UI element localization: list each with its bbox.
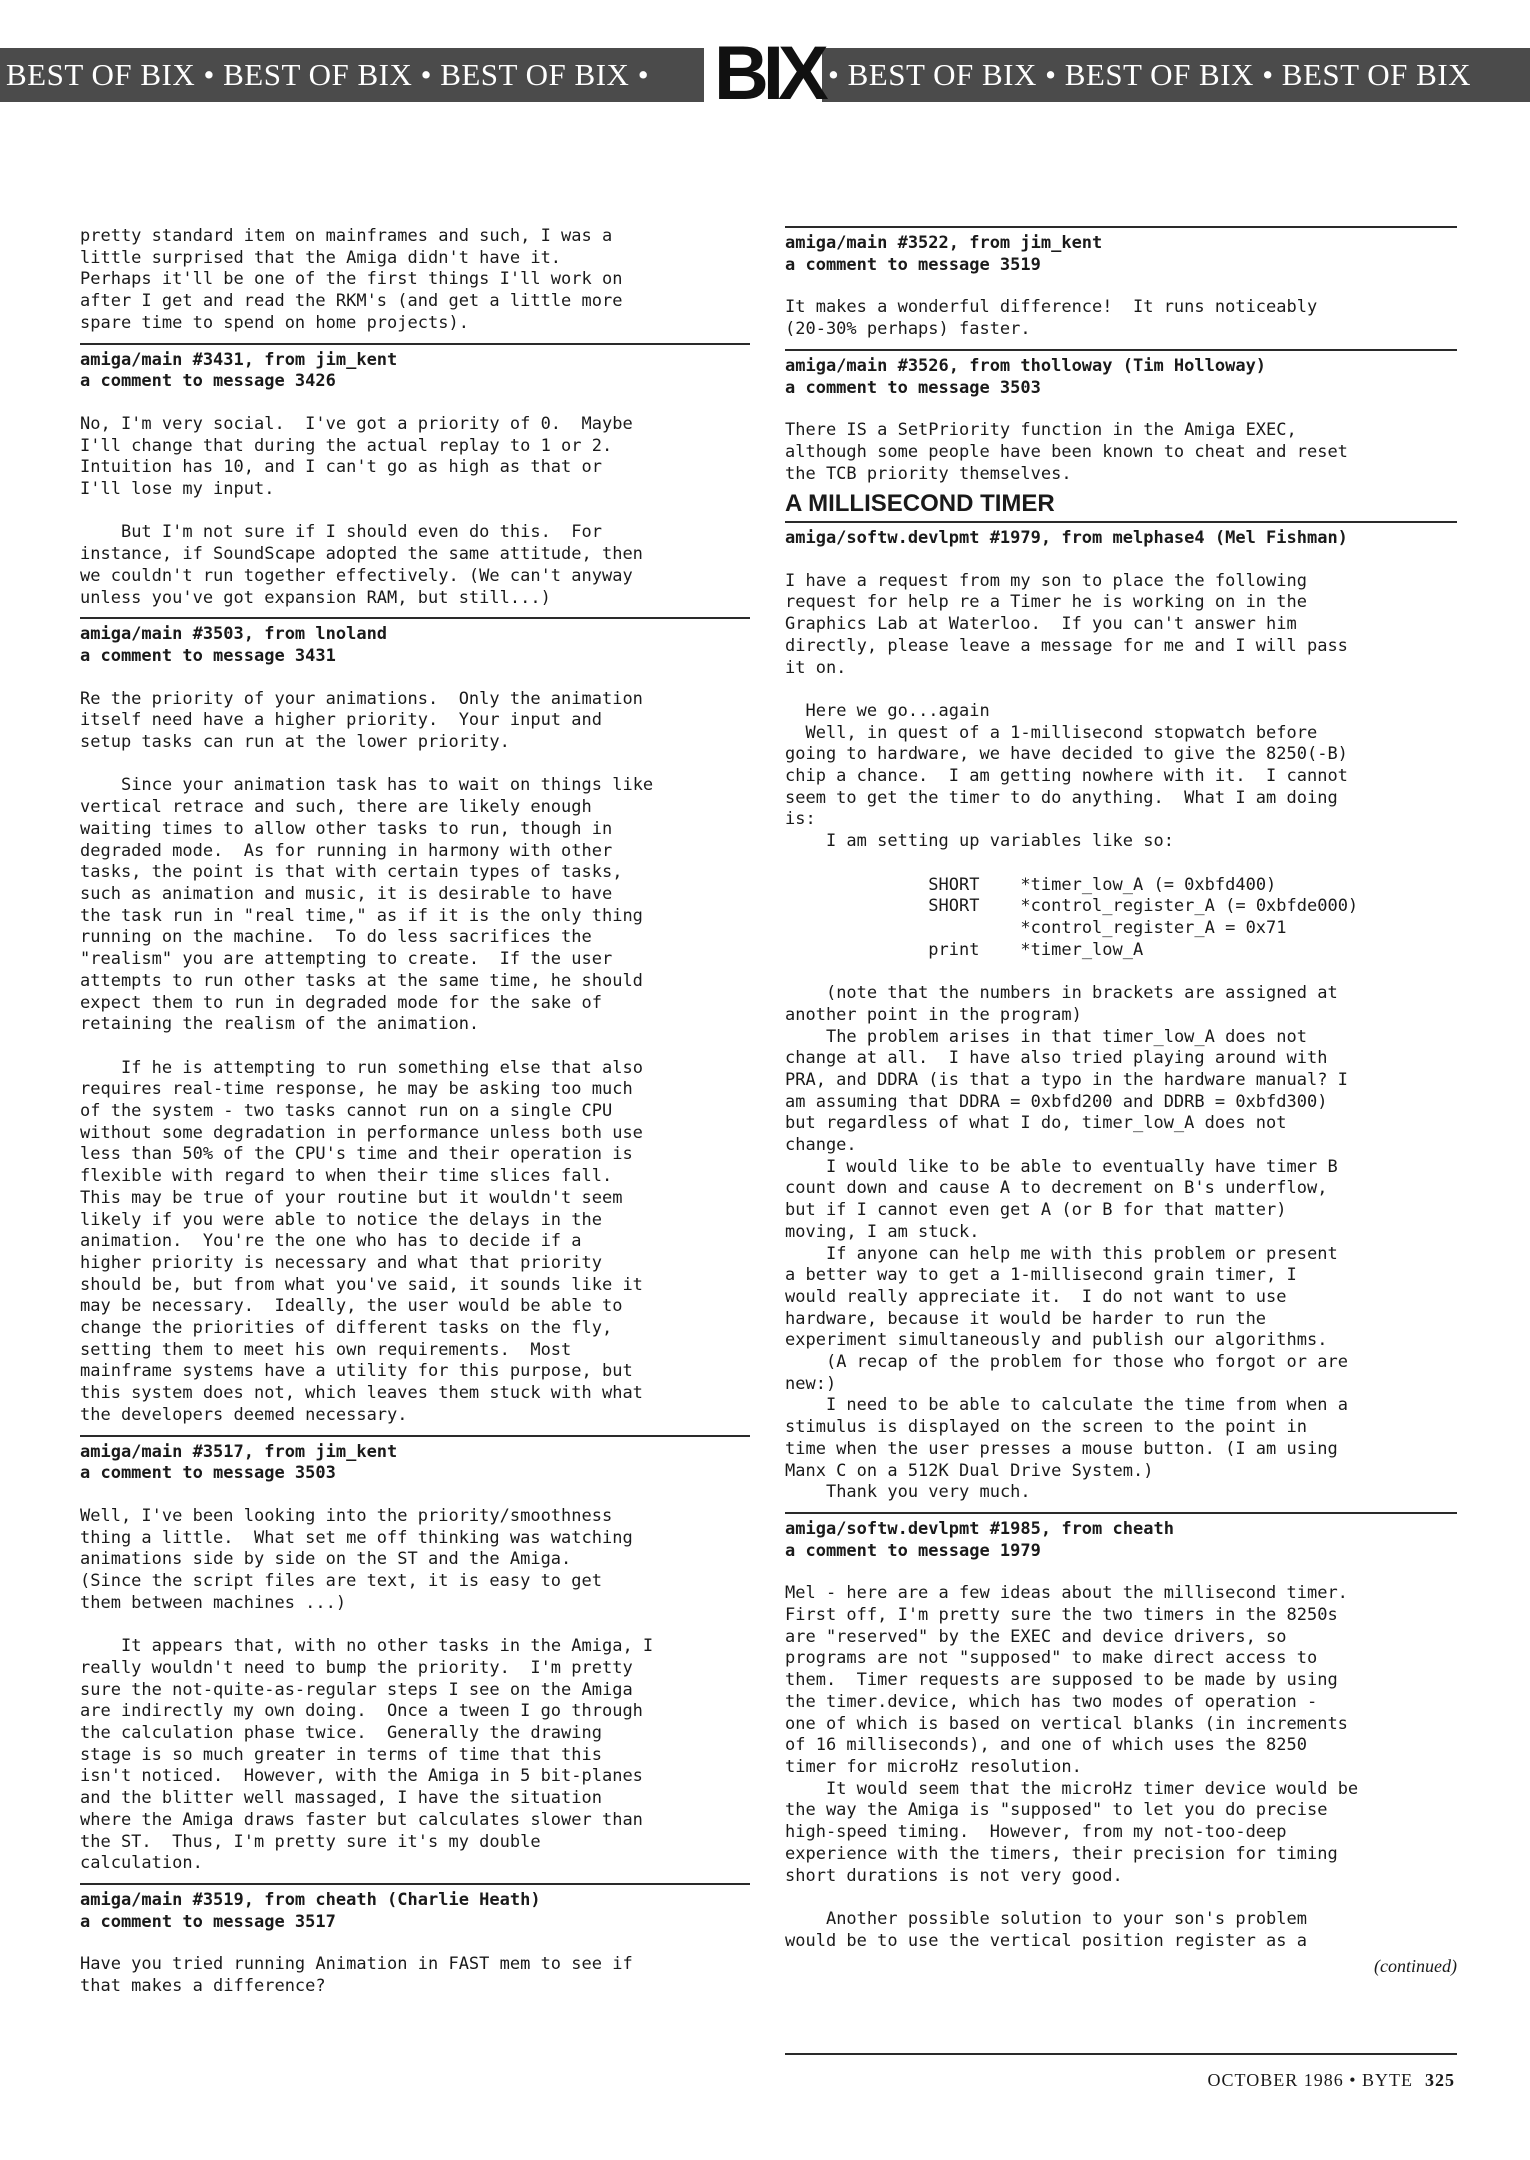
message-3522 [785, 226, 1457, 341]
message-1985 [785, 1512, 1457, 1952]
message-header: amiga/main #3517, from jim_kent [80, 1441, 398, 1462]
message-header: amiga/main #3522, from jim_kent [785, 233, 1103, 253]
banner-right-text: • BEST OF BIX • BEST OF BIX • BEST OF BIX [828, 57, 1472, 92]
message-subheader: a comment to message 3426 [80, 371, 336, 392]
message-body: No, I'm very social. I've got a priority of 0. Maybe I'll change that during the actual replay to 1 or 2. Intuition has 10, and I can't go as high as that or I'll lose my input. But I'm not sure if I should even do this. For instance, if SoundScape adopted the same attitude, then we couldn't run together effectively. (We can't anyway unless you've got expansion RAM, but still...) [80, 413, 643, 608]
message-subheader: a comment to message 3431 [80, 645, 336, 666]
message-1979 [785, 521, 1457, 1504]
message-header: amiga/softw.devlpmt #1979, from melphase4 (Mel Fishman) [785, 528, 1348, 549]
message-body: Well, I've been looking into the priority/smoothness thing a little. What set me off thinking was watching animations side by side on the ST and the Amiga. (Since the script files are text, it is easy to get them between machines ...) It appears that, with no other tasks in the Amiga, I really wouldn't need to bump the priority. I'm pretty sure the not-quite-as-regular steps I see on the Amiga are indirectly my own doing. Once a tween I go through the calculation phase twice. Generally the drawing stage is so much greater in terms of time that this isn't noticed. However, with the Amiga in 5 bit-planes and the blitter well massaged, I have the situation where the Amiga draws faster but calculates slower than the ST. Thus, I'm pretty sure it's my double calculation. [80, 1505, 654, 1874]
section-title: A MILLISECOND TIMER [785, 490, 1055, 518]
banner-left-text: BEST OF BIX • BEST OF BIX • BEST OF BIX • [6, 57, 650, 92]
message-3526 [785, 349, 1457, 486]
message-subheader: a comment to message 3503 [785, 377, 1041, 398]
left-column [80, 226, 750, 1998]
bix-logo: BIX [714, 31, 823, 116]
message-body: There IS a SetPriority function in the Amiga EXEC, although some people have been known to cheat and reset the TCB priority themselves. [785, 420, 1348, 484]
issue-label: OCTOBER 1986 • BYTE [1207, 2070, 1413, 2090]
message-subheader: a comment to message 3503 [80, 1463, 336, 1484]
continued-note: (continued) [1374, 1956, 1457, 1977]
page-number: 325 [1425, 2070, 1455, 2090]
message-header: amiga/main #3519, from cheath (Charlie Heath) [80, 1889, 541, 1910]
intro-text: pretty standard item on mainframes and such, I was a little surprised that the Amiga didn't have it. Perhaps it'll be one of the first things I'll work on after I get and read the RKM's (and get a little more spare time to spend on home projects). [80, 226, 623, 333]
message-body: It makes a wonderful difference! It runs noticeably (20-30% perhaps) faster. [785, 297, 1318, 340]
message-body: Have you tried running Animation in FAST mem to see if that makes a difference? [80, 1954, 633, 1997]
message-subheader: a comment to message 3519 [785, 254, 1041, 275]
message-body: Mel - here are a few ideas about the millisecond timer. First off, I'm pretty sure the two timers in the 8250s are "reserved" by the EXEC and device drivers, so programs are not "supposed" to make direct access to them. Timer requests are supposed to be made by using the timer.device, which has two modes of operation - one of which is based on vertical blanks (in increments of 16 milliseconds), and one of which uses the 8250 timer for microHz resolution. It would seem that the microHz timer device would be the way the Amiga is "supposed" to let you do precise high-speed timing. However, from my not-too-deep experience with the timers, their precision for timing short durations is not very good. Another possible solution to your son's problem would be to use the vertical position register as a [785, 1583, 1359, 1951]
best-of-bix-banner [0, 31, 1530, 116]
right-column [785, 226, 1457, 1978]
message-header: amiga/softw.devlpmt #1985, from cheath [785, 1518, 1174, 1539]
message-3519 [80, 1883, 750, 1998]
message-body: I have a request from my son to place the following request for help re a Timer he is working on in the Graphics Lab at Waterloo. If you can't answer him directly, please leave a message for me and I will pass it on. Here we go...again Well, in quest of a 1-millisecond stopwatch before going to hardware, we have decided to give the 8250(-B) chip a chance. I am getting nowhere with it. I cannot seem to get the timer to do anything. What I am doing is: I am setting up variables like so: SHORT *timer_low_A (= 0xbfd400) SHORT *control_register_A (= 0xbfde000) *control_register_A = 0x71 print *timer_low_A (note that the numbers in brackets are assigned at another point in the program) The problem arises in that timer_low_A does not change at all. I have also tried playing around with PRA, and DDRA (is that a typo in the hardware manual? I am assuming that DDRA = 0xbfd200 and DDRB = 0xbfd300) but regardless of what I do, timer_low_A does not change. I would like to be able to eventually have timer B count down and cause A to decrement on B's underflow, but if I cannot even get A (or B for that matter) moving, I am stuck. If anyone can help me with this problem or present a better way to get a 1-millisecond grain timer, I would really appreciate it. I do not want to use hardware, because it would be harder to run the experiment simultaneously and publish our algorithms. (A recap of the problem for those who forgot or are new:) I need to be able to calculate the time from when a stimulus is displayed on the screen to the point in time when the user presses a mouse button. (I am using Manx C on a 512K Dual Drive System.) Thank you very much. [785, 570, 1359, 1503]
page-footer [1208, 2070, 1455, 2091]
footer-rule [785, 2053, 1457, 2055]
message-subheader: a comment to message 1979 [785, 1540, 1041, 1561]
message-header: amiga/main #3503, from lnoland [80, 624, 388, 645]
message-3431 [80, 343, 750, 610]
message-header: amiga/main #3431, from jim_kent [80, 349, 398, 370]
message-3517 [80, 1435, 750, 1875]
message-header: amiga/main #3526, from tholloway (Tim Holloway) [785, 355, 1267, 376]
message-3503 [80, 617, 750, 1426]
message-subheader: a comment to message 3517 [80, 1911, 336, 1932]
message-body: Re the priority of your animations. Only the animation itself need have a higher priority. Your input and setup tasks can run at the lower priority. Since your animation task has to wait on things like vertical retrace and such, there are likely enough waiting times to allow other tasks to run, though in degraded mode. As for running in harmony with other tasks, the point is that with certain types of tasks, such as animation and music, it is desirable to have the task run in "real time," as if it is the only thing running on the machine. To do less sacrifices the "realism" you are attempting to create. If the user attempts to run other tasks at the same time, he should expect them to run in degraded mode for the sake of retaining the realism of the animation. If he is attempting to run something else that also requires real-time response, he may be asking too much of the system - two tasks cannot run on a single CPU without some degradation in performance unless both use less than 50% of the CPU's time and their operation is flexible with regard to when their time slices fall. This may be true of your routine but it wouldn't seem likely if you were able to notice the delays in the animation. You're the one who has to decide if a higher priority is necessary and what that priority should be, but from what you've said, it sounds like it may be necessary. Ideally, the user would be able to change the priorities of different tasks on the fly, setting them to meet his own requirements. Most mainframe systems have a utility for this purpose, but this system does not, which leaves them stuck with what the developers deemed necessary. [80, 688, 654, 1425]
